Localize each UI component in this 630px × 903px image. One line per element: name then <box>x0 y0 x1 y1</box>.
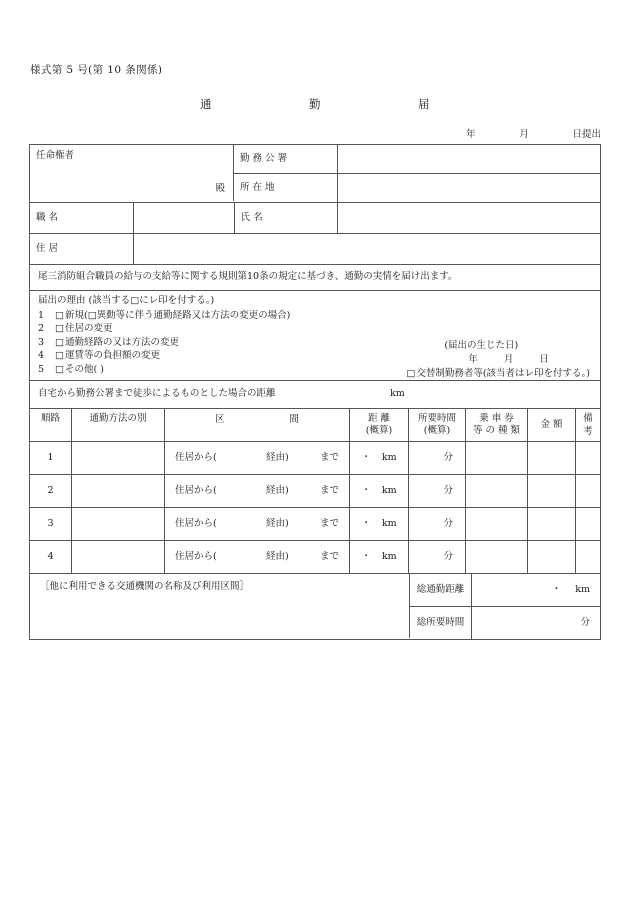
header-ticket <box>466 409 528 441</box>
reason-num-5: 5 <box>38 363 45 375</box>
position-name-row <box>30 203 600 234</box>
form-frame <box>29 144 601 640</box>
row-note-input[interactable] <box>576 475 600 507</box>
total-time-label: 総所要時間 <box>410 607 472 639</box>
reasons-section <box>30 291 600 381</box>
total-distance-input[interactable] <box>472 574 600 606</box>
walking-distance-row <box>30 381 600 409</box>
header-distance <box>350 409 409 441</box>
total-distance-label: 総通勤距離 <box>410 574 472 606</box>
row-note-input[interactable] <box>576 541 600 573</box>
occurrence-day-label: 日 <box>539 353 549 365</box>
workplace-row <box>234 145 600 174</box>
total-distance-dot: ・ <box>551 583 562 595</box>
title-char-3: 届 <box>418 97 430 111</box>
header-amount: 金 額 <box>528 409 576 441</box>
address-row <box>234 174 600 202</box>
total-time-unit: 分 <box>580 616 590 628</box>
row-time[interactable] <box>409 475 466 507</box>
route-table-header <box>30 409 600 442</box>
header-ticket-line1: 乗 車 券 <box>479 413 514 424</box>
header-section-a: 区 <box>215 414 225 425</box>
header-method: 通勤方法の別 <box>72 409 165 441</box>
row-section-from: 住居から( <box>175 517 217 529</box>
row-ticket-input[interactable] <box>466 508 528 540</box>
reason-checkbox-4[interactable]: □ 運賃等の負担額の変更 <box>55 349 160 362</box>
other-transport-label: ［他に利用できる交通機関の名称及び利用区間］ <box>40 581 250 592</box>
workplace-address-stack <box>234 145 600 202</box>
header-time-line1: 所要時間 <box>417 413 456 424</box>
reason-num-4: 4 <box>38 350 45 362</box>
table-row <box>30 541 600 574</box>
dono-label: 殿 <box>215 183 225 195</box>
table-row <box>30 475 600 508</box>
row-distance[interactable] <box>350 508 409 540</box>
reason-item-1[interactable] <box>38 309 592 322</box>
position-input[interactable] <box>134 203 235 233</box>
submit-day-label: 日提出 <box>572 129 601 140</box>
occurrence-date[interactable] <box>406 353 590 367</box>
residence-row <box>30 234 600 265</box>
row-index: 3 <box>30 508 72 540</box>
row-distance-unit: km <box>381 451 397 463</box>
address-input[interactable] <box>338 174 600 202</box>
row-section-via: 経由) <box>265 451 289 463</box>
other-transport-field[interactable] <box>30 574 410 638</box>
row-method-input[interactable] <box>72 442 165 474</box>
total-distance-row <box>410 574 600 607</box>
row-amount-input[interactable] <box>528 442 576 474</box>
row-ticket-input[interactable] <box>466 541 528 573</box>
reason-checkbox-1[interactable]: □ 新規(□異動等に伴う通勤経路又は方法の変更の場合) <box>55 309 290 322</box>
submission-date-line <box>466 126 601 140</box>
row-section[interactable] <box>165 475 350 507</box>
row-time-unit: 分 <box>443 550 453 562</box>
row-section[interactable] <box>165 442 350 474</box>
row-section-from: 住居から( <box>175 550 217 562</box>
row-section-from: 住居から( <box>175 484 217 496</box>
row-section-to: まで <box>319 517 339 529</box>
table-row <box>30 508 600 541</box>
row-distance[interactable] <box>350 442 409 474</box>
header-distance-line1: 距 離 <box>367 413 391 424</box>
walking-distance-label: 自宅から勤務公署まで徒歩によるものとした場合の距離 <box>38 388 276 400</box>
table-row <box>30 442 600 475</box>
row-distance-unit: km <box>381 550 397 562</box>
shift-worker-checkbox[interactable]: □ 交替制勤務者等(該当者はレ印を付する。) <box>406 367 590 381</box>
title-char-2: 勤 <box>309 97 321 111</box>
reason-checkbox-3[interactable]: □ 通勤経路の又は方法の変更 <box>55 336 179 349</box>
row-time-unit: 分 <box>443 517 453 529</box>
row-method-input[interactable] <box>72 475 165 507</box>
row-section[interactable] <box>165 508 350 540</box>
reason-num-1: 1 <box>38 309 45 321</box>
workplace-label: 勤 務 公 署 <box>234 145 338 173</box>
workplace-input[interactable] <box>338 145 600 173</box>
reason-num-3: 3 <box>38 336 45 348</box>
row-index: 2 <box>30 475 72 507</box>
row-section-to: まで <box>319 484 339 496</box>
row-time[interactable] <box>409 541 466 573</box>
name-label: 氏 名 <box>235 203 339 233</box>
reason-checkbox-5[interactable]: □ その他( ) <box>55 363 104 376</box>
row-section-to: まで <box>319 451 339 463</box>
reason-num-2: 2 <box>38 323 45 335</box>
header-order: 順路 <box>30 409 72 441</box>
row-distance-unit: km <box>381 517 397 529</box>
occurrence-year-label: 年 <box>468 353 478 365</box>
appointer-label: 任命権者 <box>36 150 75 161</box>
row-ticket-input[interactable] <box>466 442 528 474</box>
row-time-unit: 分 <box>443 484 453 496</box>
row-section-to: まで <box>319 550 339 562</box>
submit-month-label: 月 <box>519 129 529 140</box>
row-section-via: 経由) <box>265 517 289 529</box>
row-section-from: 住居から( <box>175 451 217 463</box>
total-distance-unit: km <box>575 583 590 595</box>
page-title <box>200 96 430 112</box>
appointer-field[interactable] <box>30 145 234 201</box>
row-amount-input[interactable] <box>528 541 576 573</box>
row-distance[interactable] <box>350 475 409 507</box>
header-time-line2: (概算) <box>423 425 451 437</box>
form-code: 様式第 5 号(第 10 条関係) <box>30 64 163 76</box>
row-index: 1 <box>30 442 72 474</box>
footer-block <box>30 574 600 639</box>
occurrence-month-label: 月 <box>503 353 514 365</box>
row-distance-dot: ・ <box>361 550 371 562</box>
reasons-title: 届出の理由 (該当する□にレ印を付する。) <box>38 295 215 306</box>
header-ticket-line2: 等 の 種 類 <box>472 425 521 437</box>
row-time-unit: 分 <box>443 451 453 463</box>
row-amount-input[interactable] <box>528 508 576 540</box>
row-section-via: 経由) <box>265 484 289 496</box>
occurrence-note <box>406 339 590 380</box>
row-time[interactable] <box>409 508 466 540</box>
row-amount-input[interactable] <box>528 475 576 507</box>
row-distance-dot: ・ <box>361 484 371 496</box>
statement-text: 尾三消防組合職員の給与の支給等に関する規則第10条の規定に基づき、通勤の実情を届け出ます。 <box>30 265 600 291</box>
occurrence-label: (届出の生じた日) <box>444 340 519 351</box>
row-index: 4 <box>30 541 72 573</box>
row-section[interactable] <box>165 541 350 573</box>
header-time <box>409 409 466 441</box>
address-label: 所 在 地 <box>234 174 338 202</box>
row-distance-unit: km <box>381 484 397 496</box>
row-method-input[interactable] <box>72 541 165 573</box>
submit-year-label: 年 <box>466 129 476 140</box>
position-label: 職 名 <box>30 203 134 233</box>
reason-checkbox-2[interactable]: □ 住居の変更 <box>55 322 113 335</box>
total-time-input[interactable] <box>472 607 600 639</box>
residence-label: 住 居 <box>30 234 134 264</box>
identity-top-block <box>30 145 600 203</box>
row-note-input[interactable] <box>576 508 600 540</box>
reason-item-2[interactable] <box>38 322 592 335</box>
total-time-row <box>410 607 600 639</box>
name-input[interactable] <box>338 203 600 233</box>
header-section <box>165 409 350 441</box>
header-section-b: 間 <box>289 414 299 425</box>
row-distance[interactable] <box>350 541 409 573</box>
title-char-1: 通 <box>200 97 212 111</box>
row-method-input[interactable] <box>72 508 165 540</box>
header-distance-line2: (概算) <box>365 425 393 437</box>
row-section-via: 経由) <box>265 550 289 562</box>
row-ticket-input[interactable] <box>466 475 528 507</box>
row-time[interactable] <box>409 442 466 474</box>
row-note-input[interactable] <box>576 442 600 474</box>
row-distance-dot: ・ <box>361 451 371 463</box>
walking-distance-unit: km <box>390 388 405 399</box>
residence-input[interactable] <box>134 234 600 264</box>
header-note: 備 考 <box>583 413 593 437</box>
totals-block <box>410 574 600 639</box>
row-distance-dot: ・ <box>361 517 371 529</box>
